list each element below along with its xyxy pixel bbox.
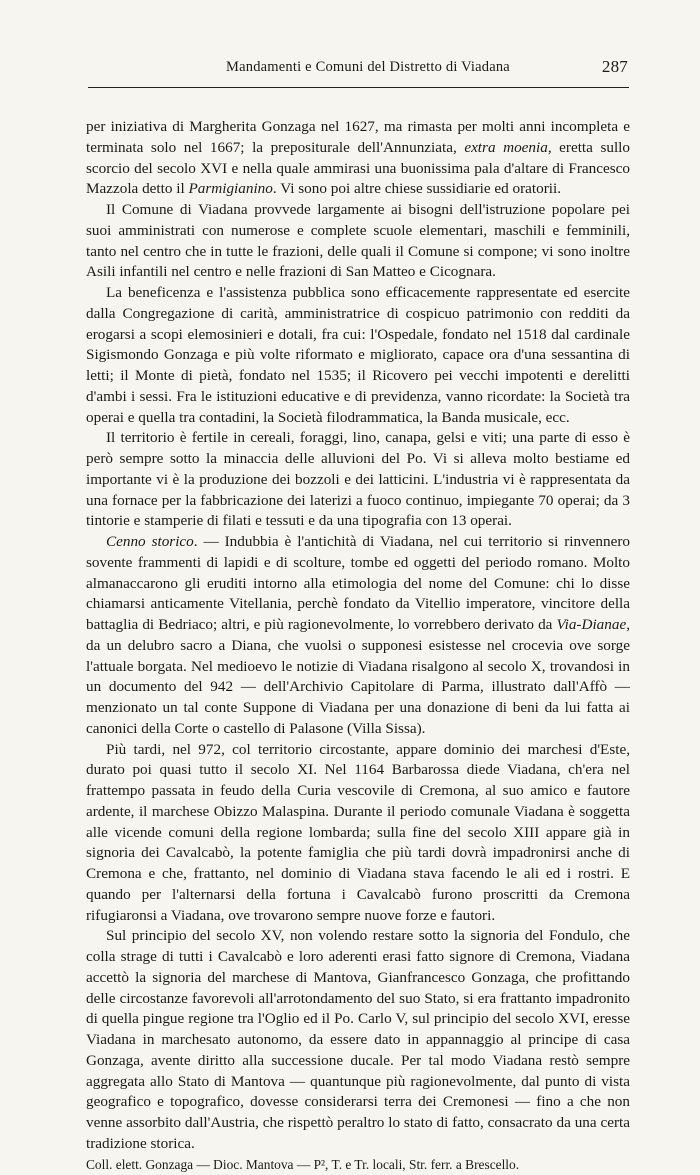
text-run: , eretta sullo scorcio del secolo XVI e nella quale ammirasi una buonissima pala d'altare di Francesco Mazzola detto il	[86, 139, 630, 198]
paragraph-charity: La beneficenza e l'assistenza pubblica sono efficacemente rappresentate ed esercite dalla Congregazione di carità, amministratrice di cospicuo patrimonio con redditi da erogarsi a scopi elemosinieri e dotali, fra cui: l'Ospedale, fondato nel 1518 dal cardinale Sigismondo Gonzaga e più volte riformato e migliorato, capace ora d'una sessantina di letti; il Monte di pietà, fondato nel 1535; il Ricovero pei vecchi impotenti e derelitti d'ambi i sessi. Fra le istituzioni educative e di previdenza, vanno ricordate: la Società tra operai e quella tra contadini, la Società filodrammatica, la Banda musicale, ecc.	[86, 283, 630, 428]
paragraph-history-intro	[86, 532, 630, 740]
page-number: 287	[602, 57, 628, 77]
electoral-info-line: Coll. elett. Gonzaga — Dioc. Mantova — P², T. e Tr. locali, Str. ferr. a Brescello.	[86, 1155, 630, 1175]
italic-run: Parmigianino	[188, 180, 272, 197]
text-run: . Vi sono poi altre chiese sussidiarie ed oratorii.	[273, 180, 561, 197]
running-title: Mandamenti e Comuni del Distretto di Viadana	[88, 59, 628, 76]
paragraph-history-gonzaga: Sul principio del secolo XV, non volendo restare sotto la signoria del Fondulo, che colla strage di tutti i Cavalcabò e loro aderenti erasi fatto signore di Cremona, Viadana accettò la signoria del marchese di Mantova, Gianfrancesco Gonzaga, che profittando delle circostanze favorevoli all'arrotondamento del suo Stato, si era frattanto impadronito di quella pingue regione tra l'Oglio ed il Po. Carlo V, sul principio del secolo XVI, eresse Viadana in marchesato autonomo, da essere dato in appannaggio al principe di casa Gonzaga, avente diritto alla successione ducale. Per tal modo Viadana restò sempre aggregata allo Stato di Mantova — quantunque più ragionevolmente, dal punto di vista geografico e topografico, dovesse considerarsi terra dei Cremonesi — fino a che non venne assorbito dall'Austria, che rispettò peraltro lo stato di fatto, consacrato da una certa tradizione storica.	[86, 926, 630, 1154]
text-run: per iniziativa di Margherita Gonzaga nel 1627, ma rimasta per molti anni incompleta e terminata solo nel 1667; la prepositurale dell'Annunziata,	[86, 118, 630, 156]
paragraph-education: Il Comune di Viadana provvede largamente ai bisogni dell'istruzione popolare pei suoi amministrati con numerose e complete scuole elementari, maschili e femminili, tanto nel centro che in tutte le frazioni, delle quali il Comune si compone; vi sono inoltre Asili infantili nel centro e nelle frazioni di San Matteo e Cicognara.	[86, 200, 630, 283]
paragraph-history-medieval: Più tardi, nel 972, col territorio circostante, appare dominio dei marchesi d'Este, durato poi quasi tutto il secolo XI. Nel 1164 Barbarossa diede Viadana, ch'era nel frattempo passata in feudo della Curia vescovile di Cremona, al suo amico e fautore ardente, il marchese Obizzo Malaspina. Durante il periodo comunale Viadana è soggetta alle vicende comuni della regione lombarda; sulla fine del secolo XIII appare già in signoria dei Cavalcabò, la potente famiglia che più tardi dovrà impadronirsi anche di Cremona e che, frattanto, nel dominio di Viadana stava facendo le ali ed i rostri. E quando per l'alternarsi della fortuna i Cavalcabò furono proscritti da Cremona rifugiaronsi a Viadana, ove trovarono sempre nuove forze e fautori.	[86, 740, 630, 927]
text-run: . — Indubbia è l'antichità di Viadana, nel cui territorio si rinvennero sovente frammenti di lapidi e di scolture, tombe ed oggetti del periodo romano. Molto almanaccarono gli eruditi intorno alla etimologia del nome del Comune: chi lo disse chiamarsi anticamente Vitellania, perchè fondato da Vitellio imperatore, vincitore della battaglia di Bedriaco; altri, e più ragionevolmente, lo vorrebbero derivato da	[86, 533, 630, 633]
paragraph-territory: Il territorio è fertile in cereali, foraggi, lino, canapa, gelsi e viti; una parte di esso è però sempre sotto la minaccia delle alluvioni del Po. Vi si alleva molto bestiame ed importante vi è la produzione dei bozzoli e dei latticini. L'industria vi è rappresentata da una fornace per la fabbricazione dei laterizi a fuoco continuo, impiegante 70 operai; da 3 tintorie e stamperie di filati e tessuti e da una tipografia con 13 operai.	[86, 428, 630, 532]
running-header	[88, 59, 628, 76]
text-run: , da un delubro sacro a Diana, che vuolsi o supponesi esistesse nel crocevia ove sorge l'attuale borgata. Nel medioevo le notizie di Viadana risalgono al secolo X, trovandosi in un documento del 942 — dell'Archivio Capitolare di Parma, illustrato dall'Affò — menzionato un tal conte Suppone di Viadana per una donazione di beni da lui fatta ai canonici della Corte o castello di Palasone (Villa Sissa).	[86, 616, 630, 737]
paragraph-churches	[86, 117, 630, 200]
italic-run: extra moenia	[464, 139, 547, 156]
italic-run: Via-Dianae	[556, 616, 626, 633]
header-rule	[88, 87, 629, 88]
body-text	[86, 117, 630, 1175]
section-heading-italic: Cenno storico	[106, 533, 194, 550]
